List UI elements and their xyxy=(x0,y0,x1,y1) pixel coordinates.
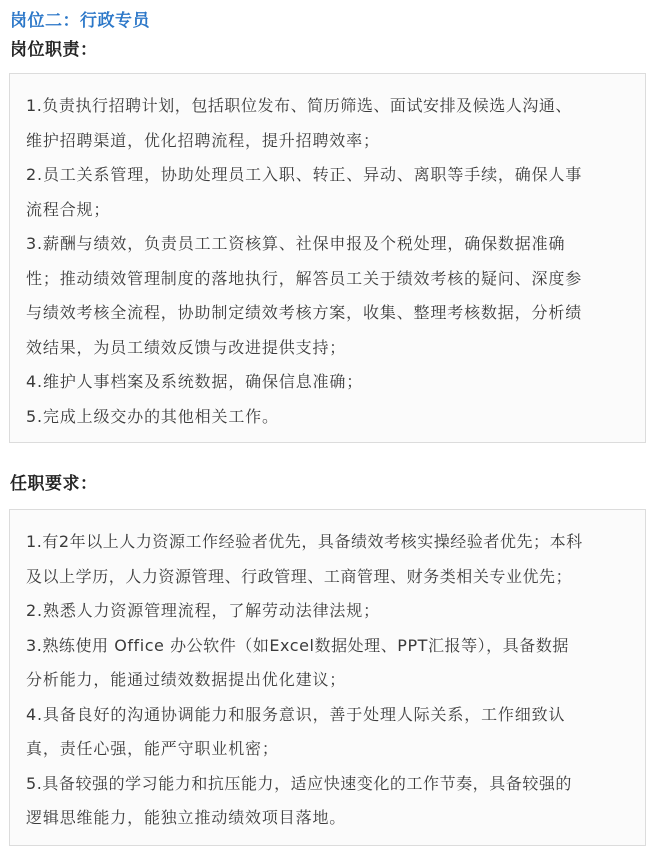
requirements-line: 2.熟悉人力资源管理流程，了解劳动法律法规； xyxy=(26,601,380,620)
duties-line: 5.完成上级交办的其他相关工作。 xyxy=(26,406,279,426)
requirements-line: 真，责任心强，能严守职业机密； xyxy=(26,739,279,758)
duties-line: 与绩效考核全流程，协助制定绩效考核方案，收集、整理考核数据，分析绩 xyxy=(26,303,583,322)
duties-line: 维护招聘渠道，优化招聘流程，提升招聘效率； xyxy=(26,130,380,150)
duties-line: 3.薪酬与绩效，负责员工工资核算、社保申报及个税处理，确保数据准确 xyxy=(26,234,566,253)
requirements-line: 分析能力，能通过绩效数据提出优化建议； xyxy=(26,670,347,689)
requirements-line: 3.熟练使用 Office 办公软件（如Excel数据处理、PPT汇报等），具备数据 xyxy=(26,635,569,655)
duties-box xyxy=(9,73,646,443)
duties-line: 性；推动绩效管理制度的落地执行，解答员工关于绩效考核的疑问、深度参 xyxy=(26,268,583,288)
requirements-line: 4.具备良好的沟通协调能力和服务意识，善于处理人际关系，工作细致认 xyxy=(26,704,566,724)
duties-line: 1.负责执行招聘计划，包括职位发布、简历筛选、面试安排及候选人沟通、 xyxy=(26,96,572,115)
duties-line: 4.维护人事档案及系统数据，确保信息准确； xyxy=(26,372,364,391)
duties-line: 流程合规； xyxy=(26,199,111,219)
duties-line: 效结果，为员工绩效反馈与改进提供支持； xyxy=(26,337,347,357)
requirements-line: 1.有2年以上人力资源工作经验者优先，具备绩效考核实操经验者优先；本科 xyxy=(26,532,583,551)
requirements-heading: 任职要求： xyxy=(10,474,98,494)
post-title: 岗位二：行政专员 xyxy=(10,11,150,31)
duties-heading: 岗位职责： xyxy=(10,40,98,60)
requirements-box xyxy=(9,509,646,846)
requirements-line: 5.具备较强的学习能力和抗压能力，适应快速变化的工作节奏，具备较强的 xyxy=(26,773,572,793)
requirements-list xyxy=(26,525,637,836)
duties-list xyxy=(26,89,637,434)
requirements-line: 逻辑思维能力，能独立推动绩效项目落地。 xyxy=(26,808,347,827)
duties-line: 2.员工关系管理，协助处理员工入职、转正、异动、离职等手续，确保人事 xyxy=(26,165,583,184)
requirements-line: 及以上学历，人力资源管理、行政管理、工商管理、财务类相关专业优先； xyxy=(26,566,573,586)
